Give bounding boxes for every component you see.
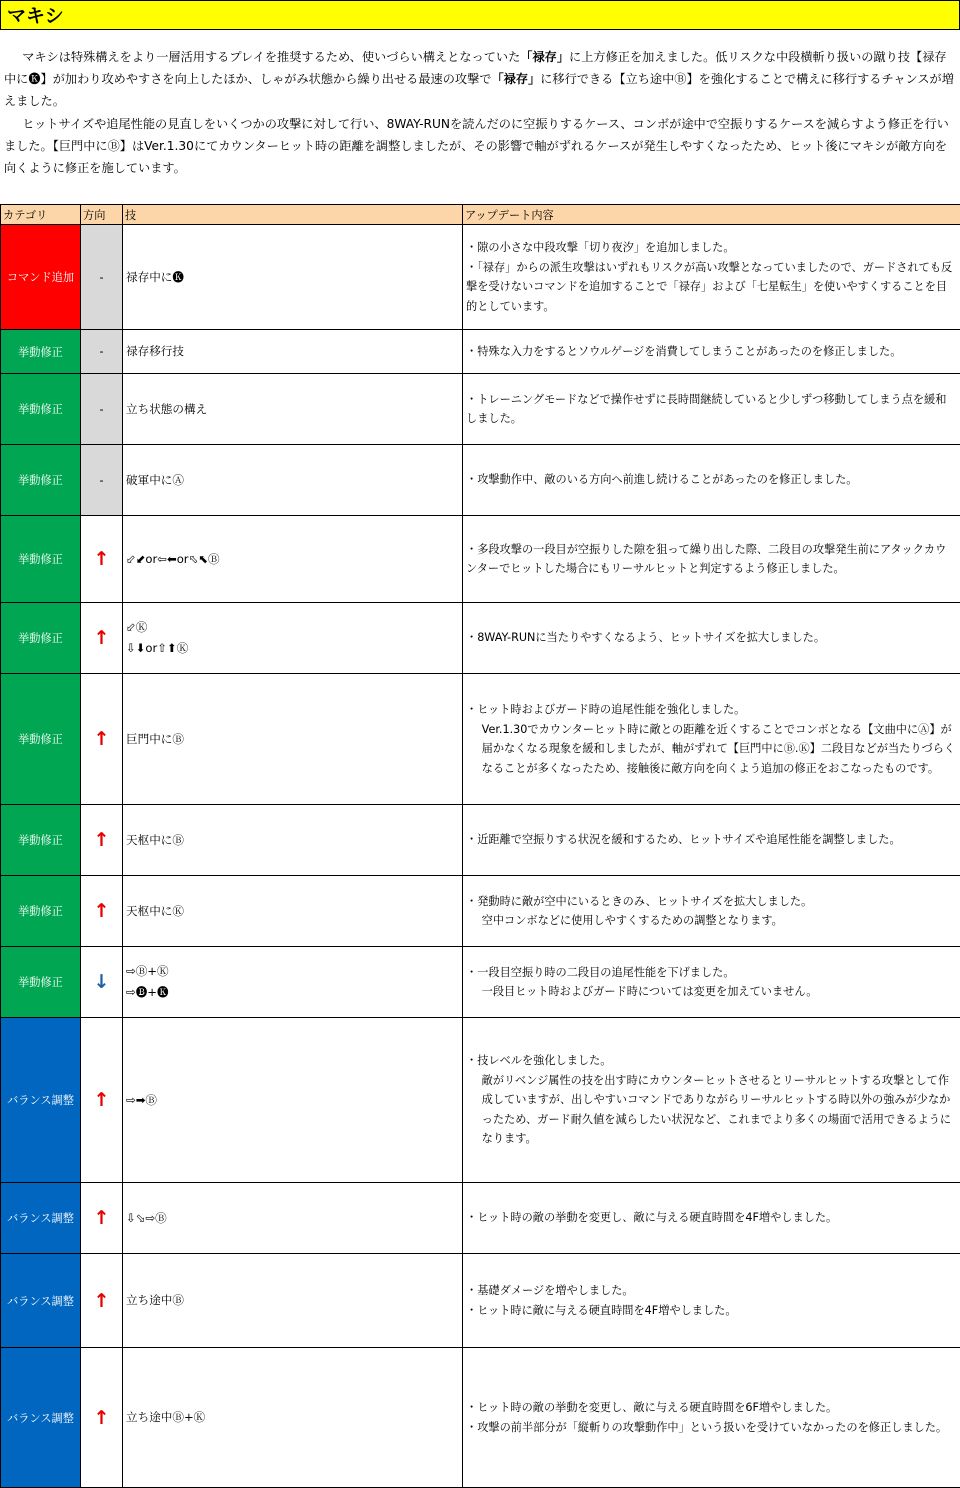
- table-header-row: [1, 205, 960, 225]
- move-cell: [123, 947, 463, 1018]
- category-cell: 挙動修正: [1, 445, 81, 516]
- category-cell: 挙動修正: [1, 374, 81, 445]
- move-cell: [123, 1254, 463, 1348]
- update-content-cell: [463, 876, 960, 947]
- category-cell: 挙動修正: [1, 330, 81, 374]
- update-content-line: ・ヒット時の敵の挙動を変更し、敵に与える硬直時間を4F増やしました。: [466, 1211, 838, 1225]
- table-row: [1, 1254, 960, 1348]
- header-direction: 方向: [81, 205, 123, 225]
- move-text: 立ち状態の構え: [126, 401, 208, 416]
- move-cell: [123, 374, 463, 445]
- move-text: ⇨➡Ⓑ: [126, 1092, 158, 1107]
- arrow-down-icon: ↓: [93, 971, 110, 993]
- direction-none: -: [99, 402, 104, 416]
- update-content-cell: [463, 1018, 960, 1183]
- arrow-up-icon: ↑: [93, 1089, 110, 1111]
- table-row: [1, 603, 960, 674]
- move-text: ⇩⬇or⇧⬆Ⓚ: [126, 641, 189, 655]
- update-content-cell: [463, 1348, 960, 1488]
- table-row: [1, 1183, 960, 1254]
- move-text: 禄存移行技: [126, 344, 184, 358]
- update-content-line: ・多段攻撃の一段目が空振りした隙を狙って繰り出した際、二段目の攻撃発生前にアタックカウンターでヒットした場合にもリーサルヒットと判定するよう修正しました。: [466, 542, 947, 575]
- direction-cell: [81, 1183, 123, 1254]
- category-cell: 挙動修正: [1, 603, 81, 674]
- update-content-line: ・技レベルを強化しました。: [466, 1054, 612, 1068]
- header-move: 技: [123, 205, 463, 225]
- move-cell: [123, 674, 463, 805]
- move-cell: [123, 1183, 463, 1254]
- table-row: [1, 225, 960, 330]
- update-content-line: ・攻撃の前半部分が「縦斬りの攻撃動作中」という扱いを受けていなかったのを修正しました。: [466, 1420, 948, 1434]
- update-content-line: ・8WAY-RUNに当たりやすくなるよう、ヒットサイズを拡大しました。: [466, 631, 826, 645]
- direction-cell: [81, 603, 123, 674]
- update-content-line: Ver.1.30でカウンターヒット時に敵との距離を近くすることでコンボとなる【文曲中にⒶ】が届かなくなる現象を緩和しましたが、軸がずれて【巨門中にⒷ.Ⓚ】二段目などが当たりづらくなることが多くなったため、接触後に敵方向を向くよう追加の修正をおこなったものです。: [481, 722, 956, 775]
- header-category: カテゴリ: [1, 205, 81, 225]
- update-content-cell: [463, 1254, 960, 1348]
- move-text: 破軍中にⒶ: [126, 472, 184, 487]
- arrow-up-icon: ↑: [93, 728, 110, 750]
- update-content-line: ・攻撃動作中、敵のいる方向へ前進し続けることがあったのを修正しました。: [466, 473, 858, 487]
- update-content-line: ・基礎ダメージを増やしました。: [466, 1284, 634, 1297]
- direction-cell: [81, 374, 123, 445]
- category-cell: バランス調整: [1, 1018, 81, 1183]
- update-content-line: ・ヒット時の敵の挙動を変更し、敵に与える硬直時間を6F増やしました。: [466, 1401, 838, 1414]
- update-content-cell: [463, 516, 960, 603]
- update-content-line: ・「禄存」からの派生攻撃はいずれもリスクが高い攻撃となっていましたので、ガードされても反撃を受けないコマンドを追加することで「禄存」および「七星転生」を使いやすくすることを目的としています。: [466, 260, 953, 313]
- move-cell: [123, 330, 463, 374]
- table-row: [1, 1018, 960, 1183]
- update-content-cell: [463, 805, 960, 876]
- direction-cell: [81, 805, 123, 876]
- category-cell: 挙動修正: [1, 876, 81, 947]
- update-content-line: ・ヒット時に敵に与える硬直時間を4F増やしました。: [466, 1303, 737, 1317]
- move-text: ⇨🅑+🅚: [126, 985, 169, 999]
- category-cell: 挙動修正: [1, 947, 81, 1018]
- category-cell: 挙動修正: [1, 516, 81, 603]
- category-cell: 挙動修正: [1, 674, 81, 805]
- update-content-line: ・特殊な入力をするとソウルゲージを消費してしまうことがあったのを修正しました。: [466, 344, 902, 358]
- category-cell: バランス調整: [1, 1348, 81, 1488]
- update-content-cell: [463, 330, 960, 374]
- move-cell: [123, 603, 463, 674]
- direction-cell: [81, 1254, 123, 1348]
- update-content-line: ・ヒット時およびガード時の追尾性能を強化しました。: [466, 703, 746, 716]
- page-title: マキシ: [0, 0, 960, 30]
- direction-cell: [81, 516, 123, 603]
- table-row: [1, 374, 960, 445]
- update-content-line: ・隙の小さな中段攻撃「切り夜汐」を追加しました。: [466, 241, 735, 254]
- move-text: 禄存中に🅚: [126, 269, 184, 284]
- update-content-cell: [463, 1183, 960, 1254]
- update-content-cell: [463, 374, 960, 445]
- update-content-cell: [463, 947, 960, 1018]
- table-row: [1, 1348, 960, 1488]
- table-row: [1, 876, 960, 947]
- direction-cell: [81, 445, 123, 516]
- move-cell: [123, 1018, 463, 1183]
- update-content-line: ・トレーニングモードなどで操作せずに長時間継続していると少しずつ移動してしまう点を緩和しました。: [466, 392, 947, 425]
- move-cell: [123, 876, 463, 947]
- move-cell: [123, 1348, 463, 1488]
- move-cell: [123, 445, 463, 516]
- move-text: 立ち途中Ⓑ: [126, 1293, 184, 1307]
- table-row: [1, 947, 960, 1018]
- header-content: アップデート内容: [463, 205, 960, 225]
- update-content-line: ・近距離で空振りする状況を緩和するため、ヒットサイズや追尾性能を調整しました。: [466, 833, 901, 847]
- move-text: ⇩⬂⇨Ⓑ: [126, 1210, 167, 1225]
- direction-none: -: [99, 270, 104, 284]
- intro-text: [4, 46, 958, 179]
- direction-cell: [81, 1348, 123, 1488]
- category-cell: 挙動修正: [1, 805, 81, 876]
- arrow-up-icon: ↑: [93, 829, 110, 851]
- update-content-cell: [463, 445, 960, 516]
- arrow-up-icon: ↑: [93, 548, 110, 570]
- arrow-up-icon: ↑: [93, 1289, 110, 1312]
- update-content-line: 一段目ヒット時およびガード時については変更を加えていません。: [481, 985, 818, 998]
- update-content-cell: [463, 603, 960, 674]
- direction-cell: [81, 947, 123, 1018]
- arrow-up-icon: ↑: [93, 1406, 110, 1429]
- move-text: 天枢中にⒷ: [126, 832, 184, 847]
- move-cell: [123, 516, 463, 603]
- direction-none: -: [99, 345, 104, 358]
- direction-cell: [81, 876, 123, 947]
- update-table: [0, 204, 960, 1488]
- direction-none: -: [99, 473, 104, 487]
- table-row: [1, 805, 960, 876]
- category-cell: バランス調整: [1, 1183, 81, 1254]
- table-row: [1, 516, 960, 603]
- move-text: 天枢中にⓀ: [126, 903, 184, 918]
- intro-paragraph-1: マキシは特殊構えをより一層活用するプレイを推奨するため、使いづらい構えとなっていた「禄存」に上方修正を加えました。低リスクな中段横斬り扱いの蹴り技【禄存中に🅚】が加わり攻めやすさを向上したほか、しゃがみ状態から繰り出せる最速の攻撃で「禄存」に移行できる【立ち途中Ⓑ】を強化することで構えに移行するチャンスが増えました。: [4, 50, 954, 109]
- category-cell: コマンド追加: [1, 225, 81, 330]
- move-text: ⬃Ⓚ: [126, 620, 148, 634]
- arrow-up-icon: ↑: [93, 627, 110, 649]
- direction-cell: [81, 225, 123, 330]
- arrow-up-icon: ↑: [93, 900, 110, 922]
- move-cell: [123, 805, 463, 876]
- move-text: ⇨Ⓑ+Ⓚ: [126, 964, 169, 978]
- move-text: 立ち途中Ⓑ+Ⓚ: [126, 1410, 206, 1424]
- table-row: [1, 330, 960, 374]
- table-row: [1, 674, 960, 805]
- update-content-line: 敵がリベンジ属性の技を出す時にカウンターヒットさせるとリーサルヒットする攻撃として作成していますが、出しやすいコマンドでありながらリーサルヒットする時以外の強みが少なかったため、ガード耐久値を減らしたい状況など、これまでより多くの場面で活用できるようになります。: [481, 1073, 952, 1146]
- update-content-line: ・発動時に敵が空中にいるときのみ、ヒットサイズを拡大しました。: [466, 894, 813, 908]
- direction-cell: [81, 674, 123, 805]
- update-content-cell: [463, 225, 960, 330]
- move-text: ⬃⬋or⇦⬅or⬁⬉Ⓑ: [126, 551, 220, 566]
- move-text: 巨門中にⒷ: [126, 731, 184, 746]
- direction-cell: [81, 330, 123, 374]
- update-content-line: ・一段目空振り時の二段目の追尾性能を下げました。: [466, 965, 735, 979]
- intro-paragraph-2: ヒットサイズや追尾性能の見直しをいくつかの攻撃に対して行い、8WAY-RUNを読んだのに空振りするケース、コンボが途中で空振りするケースを減らすよう修正を行いました。【巨門中にⒷ】はVer.1.30にてカウンターヒット時の距離を調整しましたが、その影響で軸がずれるケースが発生しやすくなったため、ヒット後にマキシが敵方向を向くように修正を施しています。: [4, 116, 949, 176]
- table-row: [1, 445, 960, 516]
- direction-cell: [81, 1018, 123, 1183]
- move-cell: [123, 225, 463, 330]
- update-content-cell: [463, 674, 960, 805]
- arrow-up-icon: ↑: [93, 1207, 110, 1229]
- update-content-line: 空中コンボなどに使用しやすくするための調整となります。: [481, 914, 783, 927]
- category-cell: バランス調整: [1, 1254, 81, 1348]
